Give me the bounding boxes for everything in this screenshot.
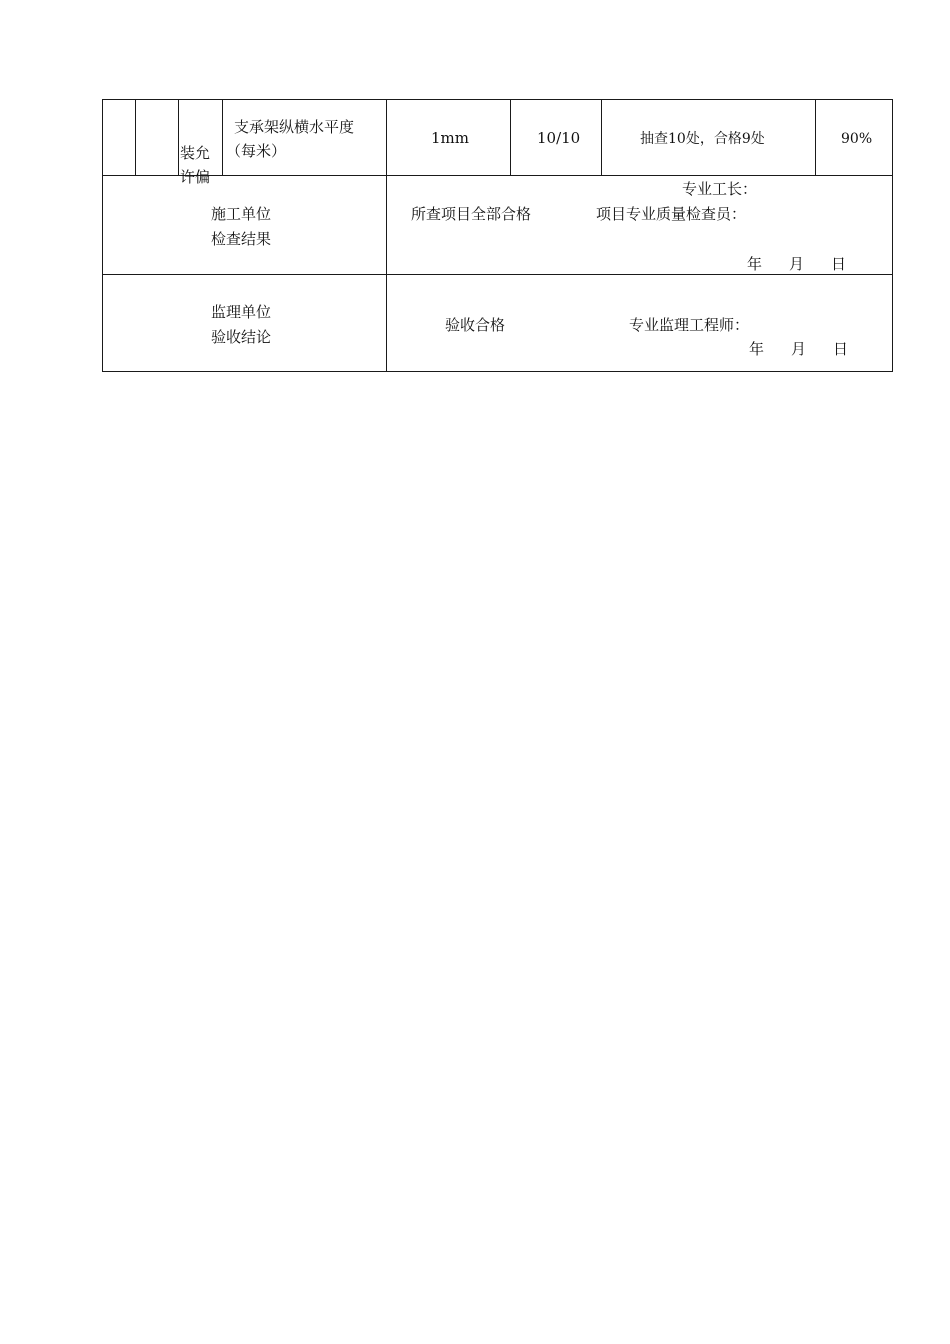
supervision-result: 验收合格 — [445, 316, 506, 334]
table-border-bottom — [102, 371, 893, 372]
construction-unit-label-line2: 检查结果 — [211, 230, 272, 248]
row-divider-2 — [102, 274, 893, 275]
col-divider-f — [601, 99, 602, 176]
row-divider-1 — [102, 175, 893, 176]
table-border-top — [102, 99, 893, 100]
col-divider-b — [178, 99, 179, 176]
col-divider-c — [222, 99, 223, 176]
table-border-left — [102, 99, 103, 372]
sample-ratio: 10/10 — [537, 129, 581, 147]
category-label-line1: 装允 — [180, 144, 211, 162]
supervision-unit-label-line2: 验收结论 — [211, 328, 272, 346]
tolerance-value: 1mm — [431, 129, 469, 147]
col-divider-a — [135, 99, 136, 176]
pass-rate: 90% — [841, 131, 873, 147]
supervision-unit-label-line1: 监理单位 — [211, 303, 272, 321]
inspector-label: 项目专业质量检查员： — [596, 205, 747, 223]
item-name-line1: 支承架纵横水平度 — [234, 118, 355, 136]
col-divider-g — [815, 99, 816, 176]
supervision-year: 年 — [749, 340, 765, 358]
item-name-line2: （每米） — [226, 142, 287, 160]
supervision-month: 月 — [791, 340, 807, 358]
construction-month: 月 — [789, 255, 805, 273]
inspection-note: 抽查10处，合格9处 — [640, 131, 765, 147]
construction-result: 所查项目全部合格 — [411, 205, 532, 223]
engineer-label: 专业监理工程师： — [629, 316, 750, 334]
category-label-line2: 许偏 — [180, 168, 211, 186]
col-divider-d — [386, 99, 387, 372]
table-border-right — [892, 99, 893, 372]
construction-unit-label-line1: 施工单位 — [211, 205, 272, 223]
construction-day: 日 — [831, 255, 847, 273]
foreman-label: 专业工长： — [682, 180, 758, 198]
col-divider-e — [510, 99, 511, 176]
supervision-day: 日 — [833, 340, 849, 358]
construction-year: 年 — [747, 255, 763, 273]
